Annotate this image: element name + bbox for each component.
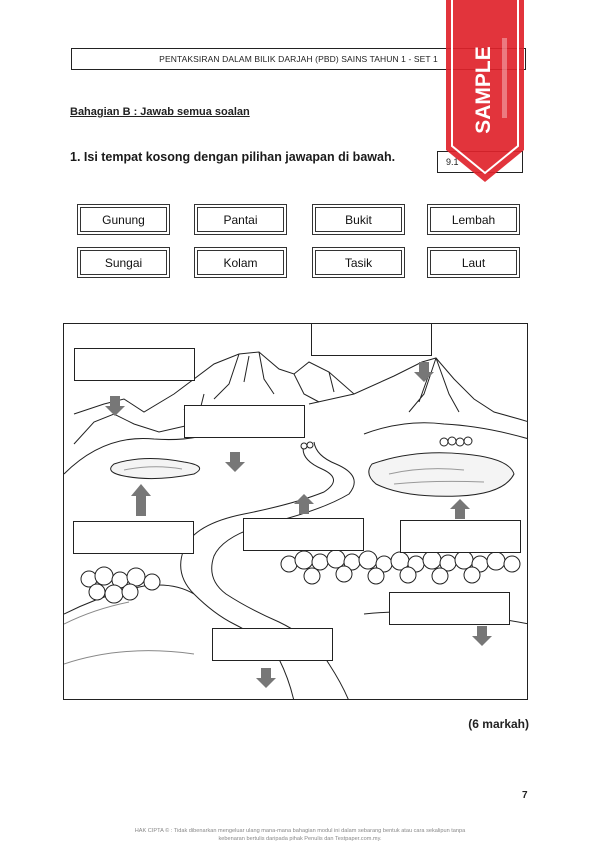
answer-box-4[interactable] [73,521,194,554]
choice-lembah [427,204,520,235]
choice-gunung [77,204,170,235]
choice-label: Lembah [430,207,517,232]
answer-box-6[interactable] [400,520,521,553]
answer-box-8[interactable] [212,628,333,661]
copyright-notice: HAK CIPTA © : Tidak dibenarkan mengeluar ulang mana-mana bahagian modul ini dalam sebarang bentuk atau cara sekalipun tanpa kebenaran bertulis daripada pihak Penulis dan Testpaper.com.my. [134,828,466,842]
choice-label: Gunung [80,207,167,232]
choice-bukit [312,204,405,235]
question-code-box: 9.1 [437,151,523,173]
marks-label: (6 markah) [468,717,529,731]
choice-label: Laut [430,250,517,275]
answer-box-7[interactable] [389,592,510,625]
choice-label: Tasik [315,250,402,275]
answer-box-3[interactable] [184,405,305,438]
sample-ribbon-watermark [446,0,524,182]
choice-label: Bukit [315,207,402,232]
answer-box-2[interactable] [311,323,432,356]
question-text: 1. Isi tempat kosong dengan pilihan jawapan di bawah. [70,150,396,164]
choice-sungai [77,247,170,278]
choice-kolam [194,247,287,278]
choice-pantai [194,204,287,235]
choice-label: Sungai [80,250,167,275]
landscape-figure [63,323,528,700]
choice-laut [427,247,520,278]
page-header: PENTAKSIRAN DALAM BILIK DARJAH (PBD) SAINS TAHUN 1 - SET 1 [71,48,526,70]
ribbon-text: SAMPLE [472,46,495,134]
answer-box-1[interactable] [74,348,195,381]
answer-box-5[interactable] [243,518,364,551]
choice-tasik [312,247,405,278]
choice-label: Pantai [197,207,284,232]
section-title: Bahagian B : Jawab semua soalan [70,106,250,118]
choice-label: Kolam [197,250,284,275]
page-number: 7 [522,790,528,801]
